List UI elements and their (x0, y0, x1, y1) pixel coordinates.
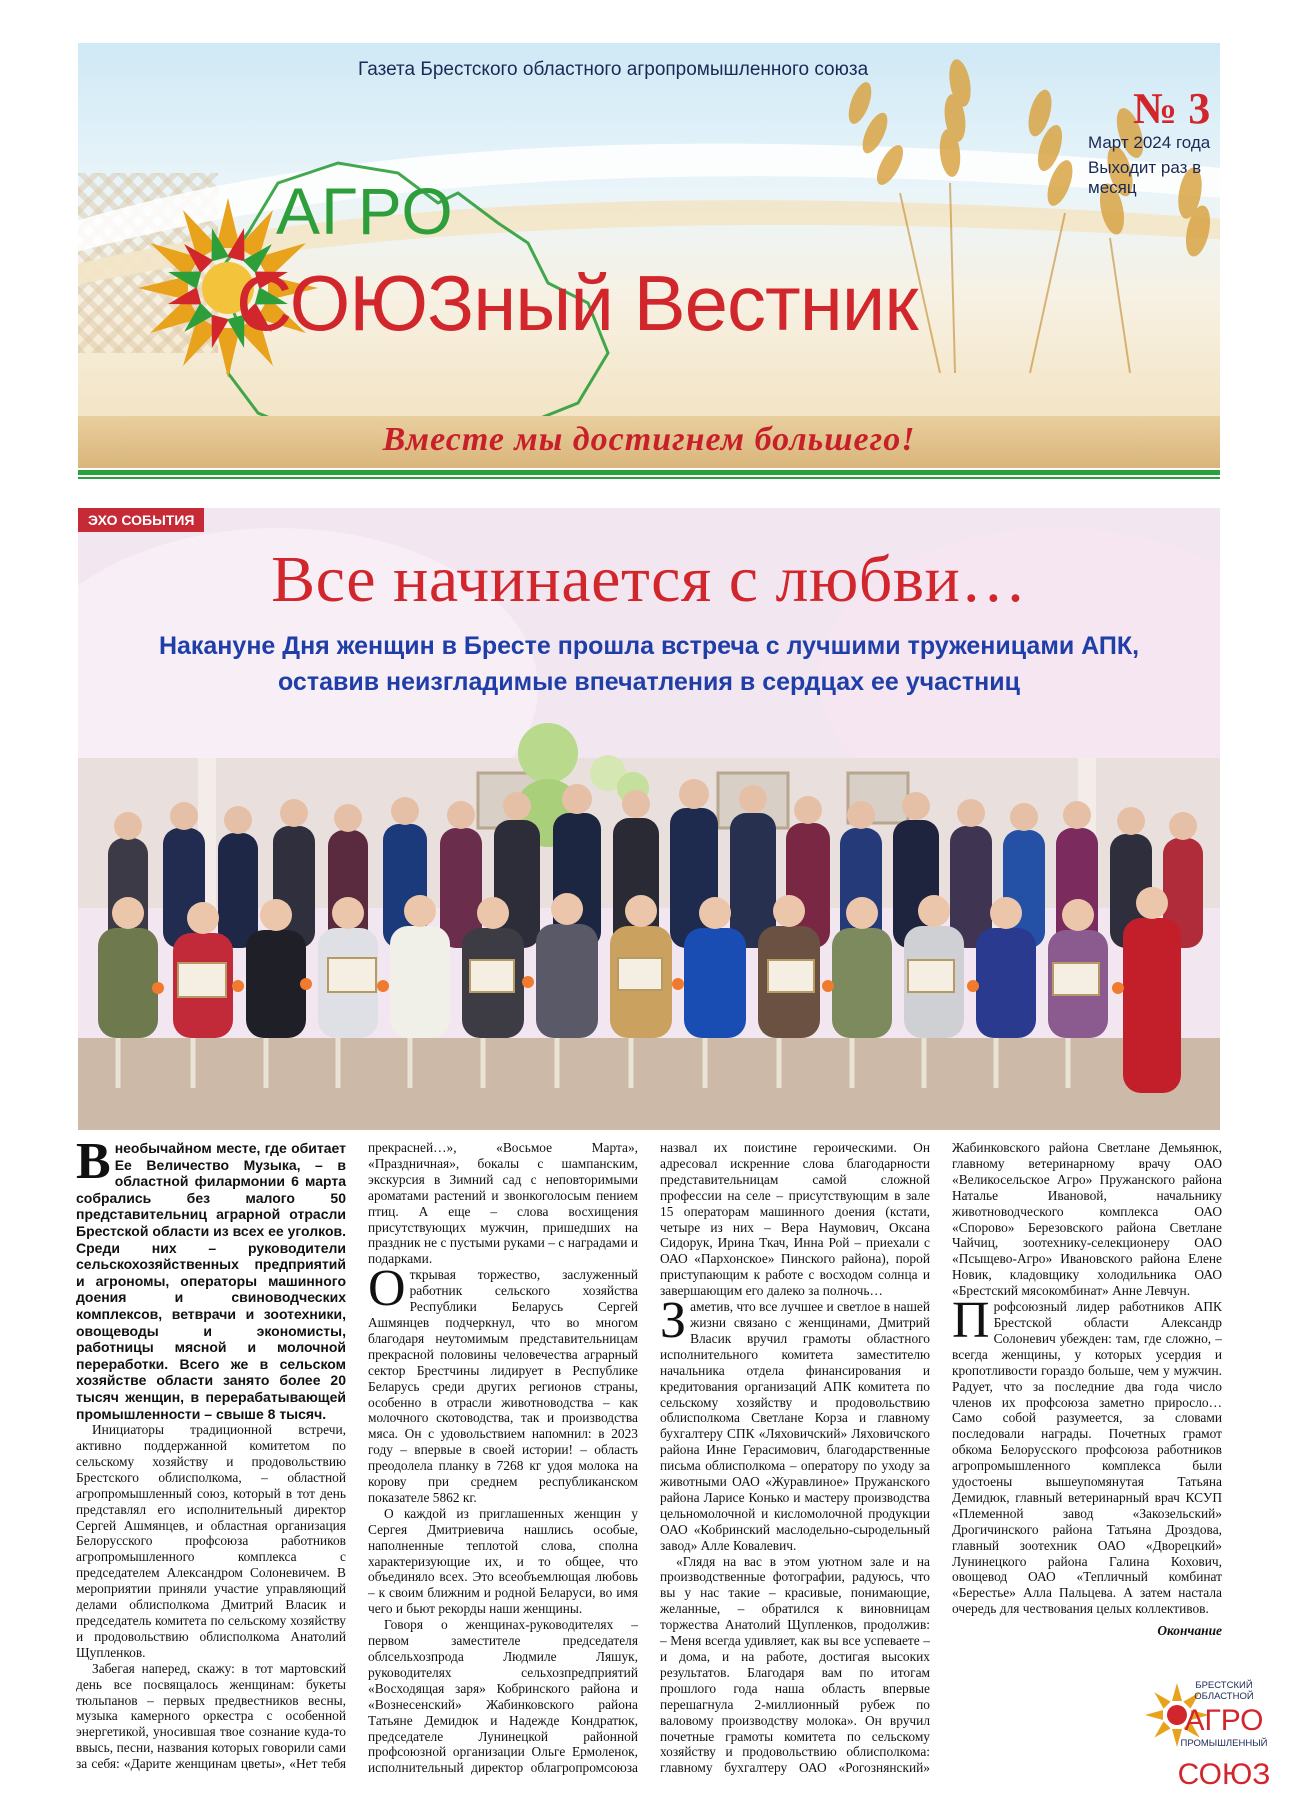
logo-line-mid: ПРОМЫШЛЕННЫЙ (1180, 1738, 1268, 1749)
issue-number: № 3 (1133, 84, 1211, 133)
publisher-subtitle: Газета Брестского областного агропромышленного союза (358, 59, 869, 80)
article-paragraph: Забегая наперед, скажу: в тот мартовский день все посвящалось женщинам: букеты тюльпанов – первых предвестников весны, музыка камерного оркестра с особенной энергетикой, уносившая твое сознание куда-то ввысь, песни, названия которых говорили сами за себя: «Дарите женщинам цветы», «Нет тебя прекрасней…», «Восьмое Марта», «Праздничная», бокалы с шампанским, экскурсия в Зимний сад с неповторимыми ароматами растений и звонкоголосым пением птиц. А еще – слова восхищения присутствующих мужчин, пришедших на праздник не с пустыми руками – с наградами и подарками. (76, 1140, 638, 1772)
article-headline: Все начинается с любви… (271, 543, 1027, 616)
article-paragraph: О каждой из приглашенных женщин у Сергея Дмитриевича нашлись особые, наполненные теплотой слова, сполна характеризующие их, и то общее, что объединяло всех. Это всеобъемлющая любовь – к своим ближним и родной Беларуси, во имя чего и бьют рекорды наши женщины. (368, 1505, 638, 1617)
article-paragraph: «Глядя на вас в этом уютном зале и на производственные фотографии, радуюсь, что вы у нас такие – красивые, понимающие, желанные, – обратился к виновницам торжества Анатолий Щупленков, продолжив: – Меня всегда удивляет, как вы все успеваете – и дома, и на работе, достигая высоких результатов. Благодаря вам по итогам прошлого года наша область впервые перешагнула 2-миллионный рубеж по валовому производству молока». Он вручил почетные грамоты комитета по сельскому хозяйству и продовольствию облисполкома: главному бухгалтеру ОАО «Рогознянский» Жабинковского района Светлане Демьянюк, главному ветеринарному врачу ОАО «Великосельское Агро» Пружанского района Наталье Ивановой, начальнику животноводческого комплекса ОАО «Спорово» Березовского района Светлане Чайчиц, зоотехнику-селекционеру ОАО «Псыщево-Агро» Ивановского района Елене Новик, кладовщику холодильника ОАО «Брестский мясокомбинат» Анне Левчун. (660, 1140, 1222, 1776)
title-agro: АГРО (276, 174, 454, 248)
issue-date: Март 2024 года (1088, 133, 1211, 152)
slogan: Вместе мы достигнем большего! (382, 421, 916, 458)
dropcap: З (660, 1292, 687, 1350)
agro-union-logo (1142, 1680, 1272, 1798)
masthead-rule (78, 470, 1220, 475)
article-paragraph: Профсоюзный лидер работников АПК Брестской области Александр Солоневич убежден: там, где сложно, – всегда женщины, у которых усердия и кропотливости гораздо больше, чем у мужчин. Радует, что за последние два года число членов их профсоюза заметно приросло… Само собой разумеется, за словами последовали награды. Почетных грамот обкома Белорусского профсоюза работников агропромышленного комплекса были удостоены вышеупомянутая Татьяна Демидюк, главный ветеринарный врач КСУП «Племенной завод «Закозельский» Дрогичинского района Татьяна Дроздова, главный зоотехник ОАО «Дворецкий» Лунинецкого района Галина Кохович, овощевод ОАО «Тепличный комбинат «Берестье» Алла Пальцева. А затем настала очередь для чествования целых коллективов. (952, 1292, 1222, 1617)
article-lead: Внеобычайном месте, где обитает Ее Величество Музыка, – в областной филармонии 6 марта собрались без малого 50 представительниц аграрной отрасли Брестской области из всех ее уголков. Среди них – руководители сельскохозяйственных предприятий и агрономы, операторы машинного доения и свиноводческих комплексов, ветврачи и зоотехники, овощеводы и экономисты, работницы мясной и молочной переработки. Всего же в сельском хозяйстве области занято более 20 тысяч женщин, в перерабатывающей промышленности – свыше 8 тысяч. (76, 1133, 346, 1422)
issue-frequency: Выходит раз в месяц (1088, 158, 1202, 197)
masthead (78, 43, 1220, 468)
dropcap: В (76, 1133, 111, 1190)
article-body (76, 1133, 1222, 1785)
article-paragraph: Заметив, что все лучшее и светлое в нашей жизни связано с женщинами, Дмитрий Власик вручил грамоты областного исполнительного комитета заместителю начальника отдела финансирования и кредитования организаций АПК комитета по сельскому хозяйству и продовольствию облисполкома Светлане Корза и главному бухгалтеру СПК «Ляховичский» Ляховичского района Инне Герасимович, благодарственные письма облисполкома – оператору по уходу за животными ОАО «Журавлиное» Пружанского района Ларисе Конько и мастеру производства цельномолочной и кисломолочной продукции ОАО «Кобринский маслодельно-сыродельный завод» Алле Ковалевич. (660, 1292, 930, 1553)
logo-line-top: БРЕСТСКИЙ ОБЛАСТНОЙ (1194, 1680, 1254, 1702)
logo-union: СОЮЗ (1177, 1758, 1271, 1791)
dropcap: П (952, 1292, 990, 1350)
article-paragraph: Инициаторы традиционной встречи, активно поддержанной комитетом по сельскому хозяйству и продовольствию Брестского облисполкома, – областной агропромышленный союз, который в тот день представлял его исполнительный директор Сергей Ашмянцев, и областная организация Белорусского профсоюза работников агропромышленного комплекса с председателем Александром Солоневичем. В мероприятии приняли участие управляющий делами облисполкома Дмитрий Власик и председатель комитета по сельскому хозяйству и продовольствию облисполкома Анатолий Щупленков. (76, 1422, 346, 1660)
article-paragraph: Открывая торжество, заслуженный работник сельского хозяйства Республики Беларусь Сергей Ашмянцев подчеркнул, что во многом благодаря неутомимым представительницам прекрасной половины человечества аграрный сектор Брестчины лидирует в Республике Беларусь среди других регионов страны, особенно в отрасли животноводства – как молочного скотоводства, так и производства мяса. Он с удовольствием напомнил: в 2023 году – впервые в своей истории! – область преодолела планку в 7268 кг удоя молока на корову при среднем республиканском показателе 5862 кг. (368, 1260, 638, 1505)
newspaper-title: СОЮЗный Вестник (236, 259, 918, 347)
logo-agro: АГРО (1184, 1704, 1264, 1737)
dropcap: О (368, 1260, 406, 1318)
continued-note: Окончание (1157, 1623, 1222, 1639)
article-paragraph: Говоря о женщинах-руководителях – первом заместителе председателя облсельхозпрода Людмиле Ляшук, руководителях сельхозпредприятий «Восходящая заря» Кобринского района и «Вознесенский» Жабинковского района Татьяне Демидюк и Надежде Кондратюк, председателе Лунинецкой районной профсоюзной организации Ольге Ермоленок, исполнительный директор облагропромсоюза назвал их поистине героическими. Он адресовал искренние слова благодарности представительницам самой сложной профессии на селе – присутствующим в зале 15 операторам машинного доения (кстати, четыре из них – Вера Наумович, Оксана Сидорук, Ирина Ткач, Инна Рой – приехали с ОАО «Пархонское» Пинского района), порой приступающим к работе с восходом солнца и завершающим его далеко за полночь… (368, 1140, 930, 1776)
article-subheadline: Накануне Дня женщин в Бресте прошла встреча с лучшими труженицами АПК, оставив неизгладимые впечатления в сердцах ее участниц (158, 632, 1140, 696)
section-tag: ЭХО СОБЫТИЯ (78, 508, 204, 532)
masthead-rule-thin (78, 477, 1220, 479)
hero-photo (78, 508, 1220, 1130)
